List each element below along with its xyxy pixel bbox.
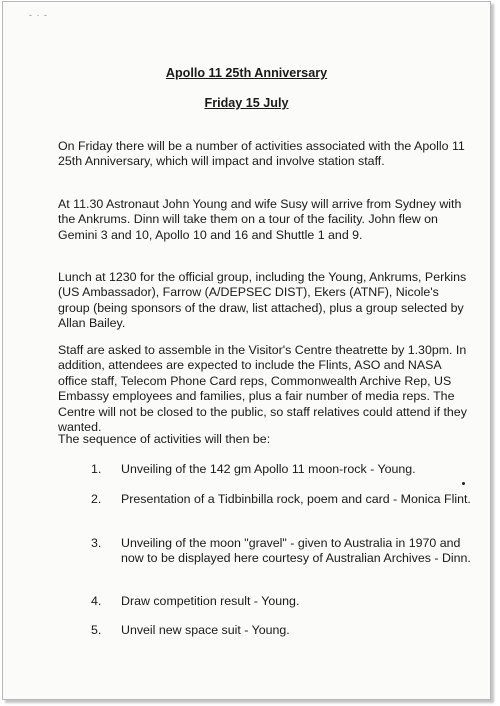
paragraph-lunch: Lunch at 1230 for the official group, including the Young, Ankrums, Perkins (US Ambassador), Farrow (A/DEPSEC DIST), Ekers (ATNF), Nicole's group (being sponsors of the draw, list attached), plus a group selected by Allan Bailey. xyxy=(58,270,467,331)
scan-mark: - · - xyxy=(29,10,48,20)
list-item-number: 1. xyxy=(91,462,102,476)
list-item-number: 5. xyxy=(91,623,102,637)
list-item-text: Unveil new space suit - Young. xyxy=(121,623,290,637)
paragraph-assembly: Staff are asked to assemble in the Visitor's Centre theatrette by 1.30pm. In addition, attendees are expected to include the Flints, ASO and NASA office staff, Telecom Phone Card reps, Commonwealth Archive Rep, US Embassy employees and families, plus a fair number of media reps. The Centre will not be closed to the public, so staff relatives could attend if they wanted. xyxy=(58,343,467,435)
paragraph-sequence-intro: The sequence of activities will then be: xyxy=(58,432,271,446)
list-item-text: Unveiling of the moon "gravel" - given to Australia in 1970 and now to be displayed here courtesy of Australian Archives - Dinn. xyxy=(121,536,471,566)
list-item-number: 3. xyxy=(91,536,102,550)
paragraph-arrival: At 11.30 Astronaut John Young and wife Susy will arrive from Sydney with the Ankrums. Dinn will take them on a tour of the facility. John flew on Gemini 3 and 10, Apollo 10 and 16 and Shuttle 1 and 9. xyxy=(58,197,462,242)
list-item-number: 4. xyxy=(91,594,102,608)
list-item-text: Draw competition result - Young. xyxy=(121,594,300,608)
list-item-number: 2. xyxy=(91,492,102,506)
list-item-text: Presentation of a Tidbinbilla rock, poem and card - Monica Flint. xyxy=(121,492,471,506)
document-title: Apollo 11 25th Anniversary xyxy=(165,66,328,80)
scan-dot xyxy=(462,482,465,485)
list-item-text: Unveiling of the 142 gm Apollo 11 moon-rock - Young. xyxy=(121,462,416,476)
document-date: Friday 15 July xyxy=(204,96,289,110)
document-page xyxy=(2,1,491,700)
paragraph-intro: On Friday there will be a number of activities associated with the Apollo 11 25th Anniversary, which will impact and involve station staff. xyxy=(58,139,465,169)
